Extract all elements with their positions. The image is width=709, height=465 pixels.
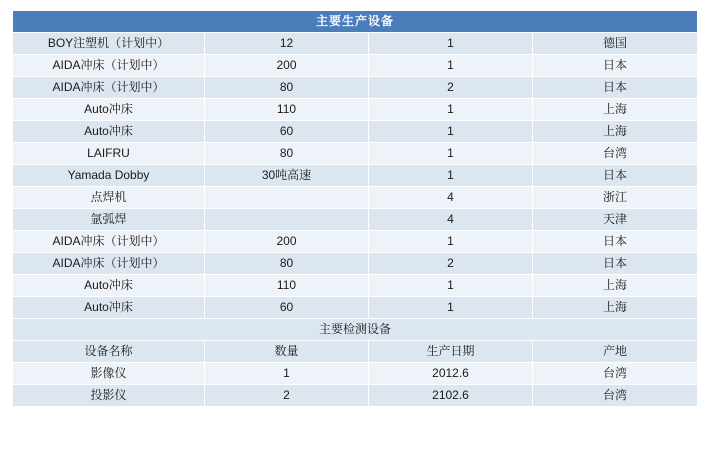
main-title: 主要生产设备 (13, 11, 698, 33)
inspection-section-title-row (13, 319, 698, 341)
table-row (13, 297, 698, 319)
equipment-qty: 1 (369, 143, 533, 165)
equipment-name: AIDA冲床（计划中） (13, 231, 205, 253)
equipment-spec: 60 (205, 297, 369, 319)
equipment-spec: 80 (205, 143, 369, 165)
equipment-origin: 德国 (533, 33, 698, 55)
table-row (13, 253, 698, 275)
equipment-table (12, 10, 698, 407)
inspection-origin: 台湾 (533, 385, 698, 407)
equipment-origin: 上海 (533, 99, 698, 121)
table-row (13, 275, 698, 297)
inspection-header-row (13, 341, 698, 363)
equipment-origin: 日本 (533, 55, 698, 77)
equipment-qty: 1 (369, 275, 533, 297)
equipment-qty: 1 (369, 231, 533, 253)
equipment-spec (205, 187, 369, 209)
inspection-name: 投影仪 (13, 385, 205, 407)
equipment-qty: 2 (369, 77, 533, 99)
equipment-origin: 上海 (533, 297, 698, 319)
table-title-row (13, 11, 698, 33)
table-row (13, 385, 698, 407)
equipment-name: Auto冲床 (13, 121, 205, 143)
equipment-sheet (12, 10, 697, 407)
inspection-date: 2012.6 (369, 363, 533, 385)
table-row (13, 143, 698, 165)
table-row (13, 121, 698, 143)
equipment-spec: 200 (205, 55, 369, 77)
equipment-name: Yamada Dobby (13, 165, 205, 187)
inspection-header-name: 设备名称 (13, 341, 205, 363)
inspection-qty: 1 (205, 363, 369, 385)
table-row (13, 209, 698, 231)
equipment-qty: 1 (369, 33, 533, 55)
inspection-header-qty: 数量 (205, 341, 369, 363)
equipment-qty: 1 (369, 55, 533, 77)
equipment-qty: 1 (369, 121, 533, 143)
table-row (13, 77, 698, 99)
table-row (13, 33, 698, 55)
equipment-spec: 200 (205, 231, 369, 253)
equipment-name: AIDA冲床（计划中） (13, 253, 205, 275)
equipment-qty: 1 (369, 165, 533, 187)
equipment-qty: 4 (369, 187, 533, 209)
inspection-title: 主要检测设备 (13, 319, 698, 341)
equipment-origin: 浙江 (533, 187, 698, 209)
table-row (13, 231, 698, 253)
equipment-origin: 天津 (533, 209, 698, 231)
inspection-name: 影像仪 (13, 363, 205, 385)
equipment-spec (205, 209, 369, 231)
inspection-header-date: 生产日期 (369, 341, 533, 363)
inspection-date: 2102.6 (369, 385, 533, 407)
equipment-name: Auto冲床 (13, 275, 205, 297)
equipment-spec: 60 (205, 121, 369, 143)
equipment-spec: 30吨高速 (205, 165, 369, 187)
equipment-qty: 1 (369, 99, 533, 121)
inspection-origin: 台湾 (533, 363, 698, 385)
equipment-name: AIDA冲床（计划中） (13, 55, 205, 77)
table-row (13, 99, 698, 121)
equipment-qty: 1 (369, 297, 533, 319)
equipment-qty: 2 (369, 253, 533, 275)
table-row (13, 165, 698, 187)
equipment-qty: 4 (369, 209, 533, 231)
equipment-name: AIDA冲床（计划中） (13, 77, 205, 99)
equipment-origin: 上海 (533, 121, 698, 143)
inspection-qty: 2 (205, 385, 369, 407)
table-row (13, 55, 698, 77)
equipment-spec: 110 (205, 275, 369, 297)
equipment-origin: 日本 (533, 77, 698, 99)
equipment-spec: 80 (205, 77, 369, 99)
table-row (13, 363, 698, 385)
equipment-name: Auto冲床 (13, 99, 205, 121)
equipment-spec: 80 (205, 253, 369, 275)
equipment-name: 氩弧焊 (13, 209, 205, 231)
equipment-origin: 台湾 (533, 143, 698, 165)
equipment-spec: 110 (205, 99, 369, 121)
equipment-name: BOY注塑机（计划中） (13, 33, 205, 55)
table-row (13, 187, 698, 209)
equipment-origin: 日本 (533, 231, 698, 253)
equipment-spec: 12 (205, 33, 369, 55)
equipment-origin: 上海 (533, 275, 698, 297)
equipment-name: Auto冲床 (13, 297, 205, 319)
equipment-name: 点焊机 (13, 187, 205, 209)
equipment-name: LAIFRU (13, 143, 205, 165)
equipment-origin: 日本 (533, 165, 698, 187)
equipment-origin: 日本 (533, 253, 698, 275)
inspection-header-origin: 产地 (533, 341, 698, 363)
equipment-table-body (13, 11, 698, 407)
